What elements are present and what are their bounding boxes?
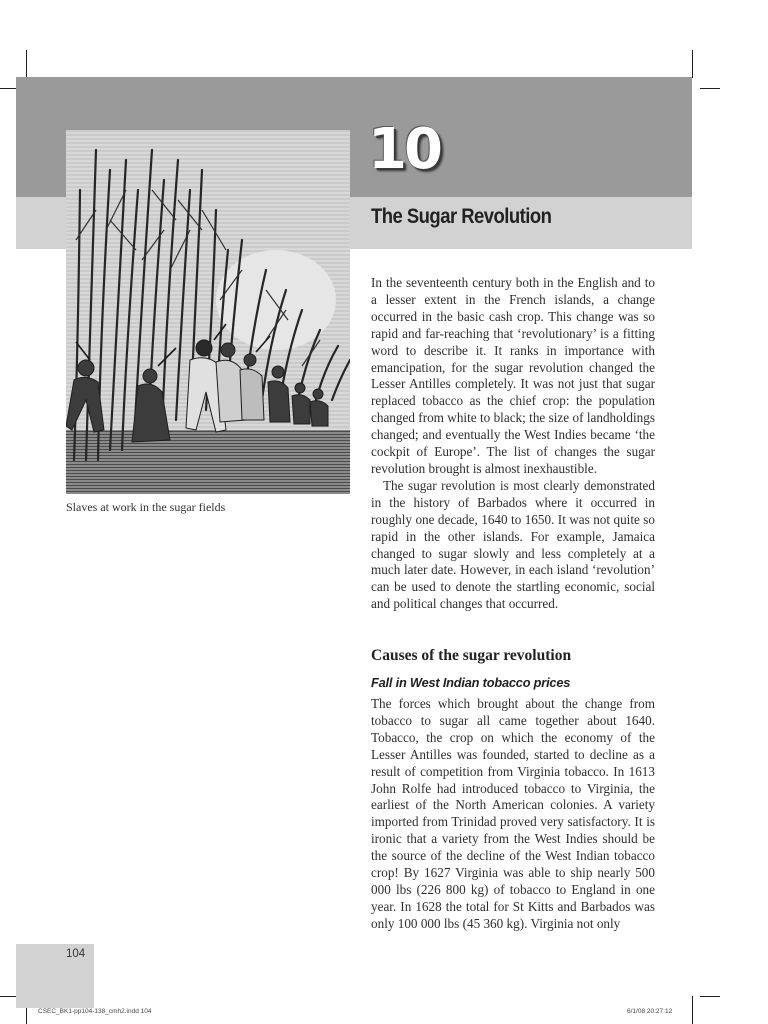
section-heading: Causes of the sugar revolution	[371, 647, 572, 664]
crop-mark	[692, 996, 693, 1024]
crop-mark	[700, 996, 720, 997]
paragraph: The sugar revolution is most clearly demonstrated in the history of Barbados where it occurred in roughly one decade, 1640 to 1650. It was not quite so rapid in the other islands. For example, Jamaica changed to sugar slowly and less completely at a much later date. However, in each island ‘revolution’ can be used to denote the startling economic, social and political changes that occurred.	[371, 477, 655, 612]
print-slug-file: CSEC_BK1-pp104-138_cmh2.indd 104	[38, 1008, 152, 1015]
page-number: 104	[66, 948, 86, 960]
figure-caption: Slaves at work in the sugar fields	[66, 500, 226, 514]
body-column-top	[371, 275, 655, 613]
paragraph: In the seventeenth century both in the English and to a lesser extent in the French islands, a change occurred in the basic cash crop. This change was so rapid and far-reaching that ‘revolutionary’ is a fitting word to describe it. It ranks in importance with emancipation, for the sugar revolution changed the Lesser Antilles completely. It was not just that sugar replaced tobacco as the chief crop: the population changed from white to black; the size of landholdings changed; and eventually the West Indies became ‘the cockpit of Europe’. The list of changes the sugar revolution brought is almost inexhaustible.	[371, 275, 655, 476]
crop-mark	[692, 50, 693, 78]
subsection-heading: Fall in West Indian tobacco prices	[371, 675, 571, 690]
body-column-bottom	[371, 696, 655, 933]
chapter-number: 10	[368, 117, 440, 182]
chapter-title: The Sugar Revolution	[371, 205, 552, 228]
print-slug-date: 6/1/08 20:27:12	[627, 1008, 673, 1015]
sugar-field-engraving	[66, 130, 350, 494]
crop-mark	[26, 50, 27, 78]
paragraph: The forces which brought about the change from tobacco to sugar all came together about 1640. Tobacco, the crop on which the economy of the Lesser Antilles was founded, started to decline as a result of competition from Virginia tobacco. In 1613 John Rolfe had introduced tobacco to Virginia, the earliest of the North American colonies. A variety imported from Trinidad proved very satisfactory. It is ironic that a variety from the West Indies should be the source of the decline of the West Indian tobacco crop! By 1627 Virginia was able to ship nearly 500 000 lbs (226 800 kg) of tobacco to England in one year. In 1628 the total for St Kitts and Barbados was only 100 000 lbs (45 360 kg). Virginia not only	[371, 696, 655, 931]
crop-mark	[700, 88, 720, 89]
